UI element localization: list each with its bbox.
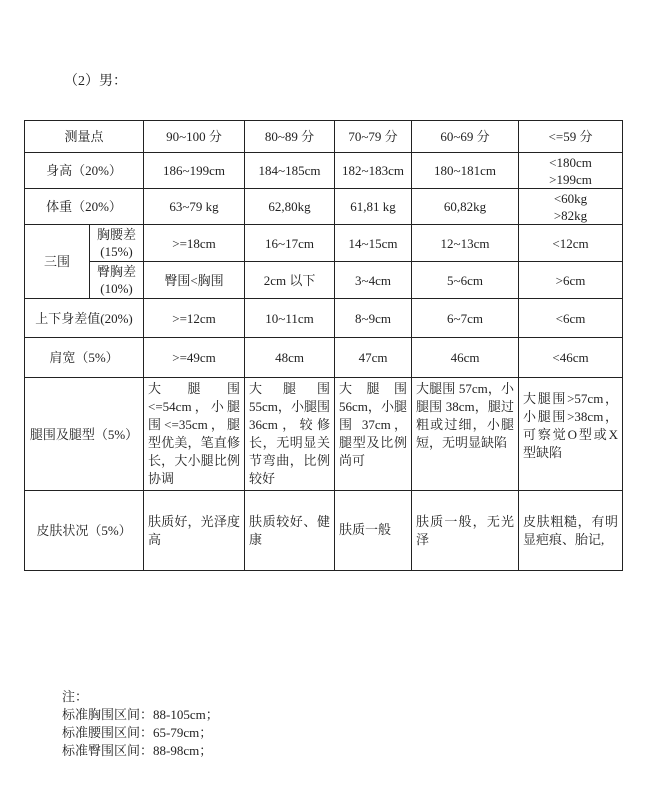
cell: 63~79 kg xyxy=(144,189,245,225)
cell: 186~199cm xyxy=(144,153,245,189)
cell: 10~11cm xyxy=(245,299,335,338)
table-row xyxy=(25,338,623,378)
note-hip: 标准臀围区间：88-98cm； xyxy=(62,743,213,758)
note-chest: 标准胸围区间：88-105cm； xyxy=(62,707,219,722)
row-label: 臀胸差(10%) xyxy=(90,262,144,299)
cell: >=49cm xyxy=(144,338,245,378)
cell: 16~17cm xyxy=(245,225,335,262)
table-row xyxy=(25,225,623,262)
cell: 12~13cm xyxy=(412,225,519,262)
cell: 60,82kg xyxy=(412,189,519,225)
cell: 皮肤粗糙，有明显疤痕、胎记, xyxy=(519,491,623,571)
cell: 大腿围 57cm，小腿围 38cm，腿过粗或过细，小腿短，无明显缺陷 xyxy=(412,378,519,491)
cell: 14~15cm xyxy=(335,225,412,262)
cell: >=12cm xyxy=(144,299,245,338)
header-row xyxy=(25,121,623,153)
group-label: 三围 xyxy=(25,225,90,299)
cell: 47cm xyxy=(335,338,412,378)
cell: <180cm >199cm xyxy=(519,153,623,189)
cell: <6cm xyxy=(519,299,623,338)
cell: 肤质一般 xyxy=(335,491,412,571)
cell: 肤质好，光泽度高 xyxy=(144,491,245,571)
cell: <12cm xyxy=(519,225,623,262)
notes xyxy=(62,688,219,760)
notes-title: 注： xyxy=(62,689,89,704)
cell: 6~7cm xyxy=(412,299,519,338)
cell: 5~6cm xyxy=(412,262,519,299)
header-cell: 测量点 xyxy=(25,121,144,153)
header-cell: 60~69 分 xyxy=(412,121,519,153)
table-row xyxy=(25,299,623,338)
row-label: 胸腰差(15%) xyxy=(90,225,144,262)
cell: 2cm 以下 xyxy=(245,262,335,299)
cell: 大腿围<=54cm，小腿围<=35cm，腿型优美，笔直修长，大小腿比例协调 xyxy=(144,378,245,491)
table-row xyxy=(25,153,623,189)
cell: 臀围<胸围 xyxy=(144,262,245,299)
row-label: 皮肤状况（5%） xyxy=(25,491,144,571)
cell: 8~9cm xyxy=(335,299,412,338)
cell: 184~185cm xyxy=(245,153,335,189)
cell: 大腿围 55cm，小腿围 36cm，较修长，无明显关节弯曲，比例较好 xyxy=(245,378,335,491)
cell: 大腿围 56cm，小腿围 37cm，腿型及比例尚可 xyxy=(335,378,412,491)
cell: 61,81 kg xyxy=(335,189,412,225)
header-cell: <=59 分 xyxy=(519,121,623,153)
header-cell: 90~100 分 xyxy=(144,121,245,153)
cell: 46cm xyxy=(412,338,519,378)
header-cell: 70~79 分 xyxy=(335,121,412,153)
cell: 肤质一般，无光泽 xyxy=(412,491,519,571)
row-label: 上下身差值(20%) xyxy=(25,299,144,338)
section-title: （2）男： xyxy=(64,74,127,89)
table-row xyxy=(25,491,623,571)
cell: 肤质较好、健康 xyxy=(245,491,335,571)
cell: 大腿围>57cm，小腿围>38cm，可察觉O型或X型缺陷 xyxy=(519,378,623,491)
table-row xyxy=(25,189,623,225)
cell: >6cm xyxy=(519,262,623,299)
cell: <60kg >82kg xyxy=(519,189,623,225)
table-row xyxy=(25,378,623,491)
cell: 180~181cm xyxy=(412,153,519,189)
male-scoring-table xyxy=(24,120,623,571)
row-label: 体重（20%） xyxy=(25,189,144,225)
cell: <46cm xyxy=(519,338,623,378)
note-waist: 标准腰围区间：65-79cm； xyxy=(62,725,213,740)
row-label: 肩宽（5%） xyxy=(25,338,144,378)
cell: 182~183cm xyxy=(335,153,412,189)
table-row xyxy=(25,262,623,299)
cell: 3~4cm xyxy=(335,262,412,299)
row-label: 腿围及腿型（5%） xyxy=(25,378,144,491)
header-cell: 80~89 分 xyxy=(245,121,335,153)
cell: 48cm xyxy=(245,338,335,378)
cell: >=18cm xyxy=(144,225,245,262)
row-label: 身高（20%） xyxy=(25,153,144,189)
cell: 62,80kg xyxy=(245,189,335,225)
